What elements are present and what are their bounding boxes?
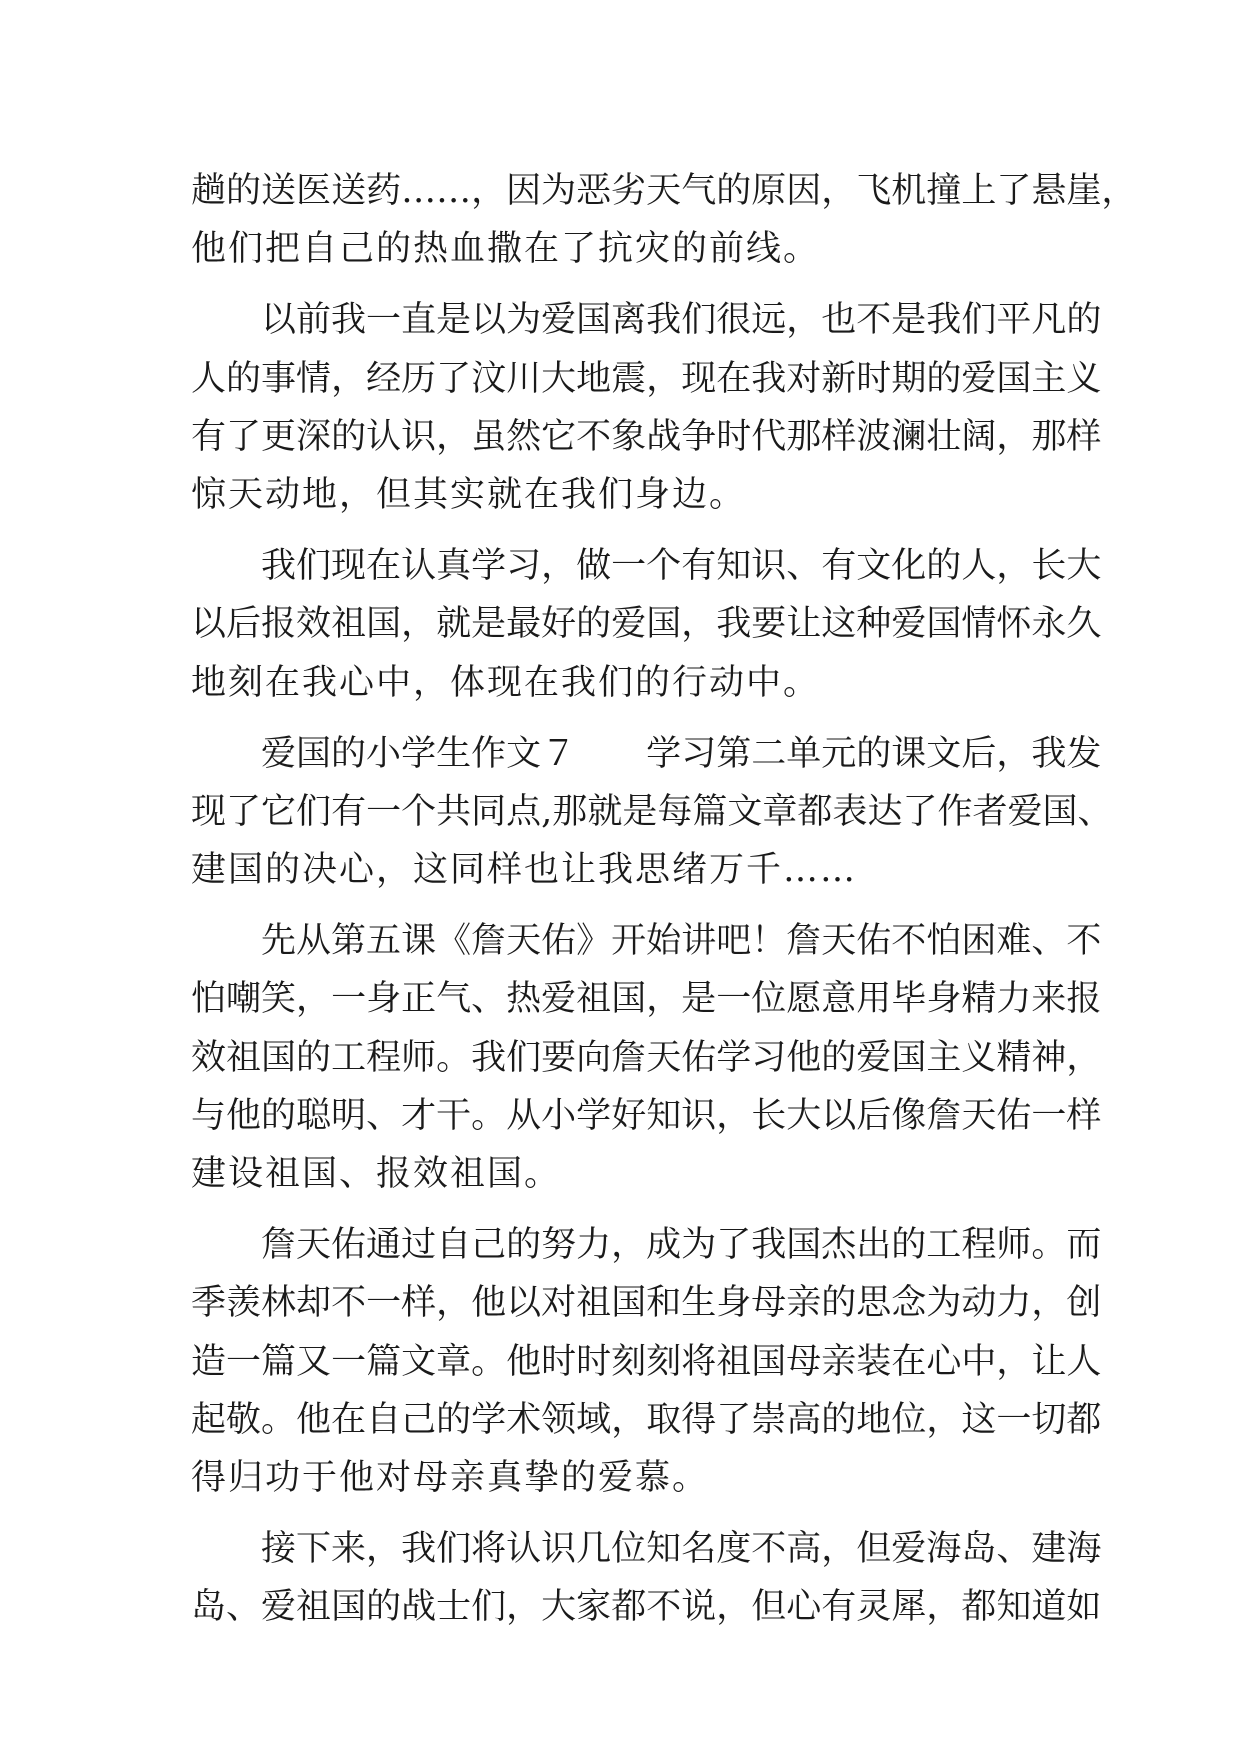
text-line: 建国的决心，这同样也让我思绪万千……: [191, 850, 858, 891]
text-line: 建设祖国、报效祖国。: [191, 1154, 562, 1194]
text-line: 地刻在我心中，体现在我们的行动中。: [191, 662, 821, 703]
text-line: 季 羡 林 却 不 一 样 ， 他 以 对 祖 国 和 生 身 母 亲 的 思 念 为 动 力 ， 创: [191, 1283, 1102, 1324]
text-line: 有 了 更 深 的 认 识 ， 虽 然 它 不 象 战 争 时 代 那 样 波 澜 壮 阔 ， 那 样: [191, 416, 1102, 457]
paragraph-gap: [191, 1507, 1061, 1520]
text-line: 起 敬 。 他 在 自 己 的 学 术 领 域 ， 取 得 了 崇 高 的 地 位 ， 这 一 切 都: [191, 1399, 1102, 1440]
text-line: 先 从 第 五 课 《 詹 天 佑 》 开 始 讲 吧 ！ 詹 天 佑 不 怕 困 难 、 不: [261, 921, 1102, 962]
text-line: 他们把自己的热血撒在了抗灾的前线。: [191, 229, 821, 270]
text-line: 接 下 来 ， 我 们 将 认 识 几 位 知 名 度 不 高 ， 但 爱 海 岛 、 建 海: [261, 1529, 1102, 1570]
paragraph: [191, 162, 1137, 278]
paragraph: [191, 725, 1113, 900]
text-line: 詹 天 佑 通 过 自 己 的 努 力 ， 成 为 了 我 国 杰 出 的 工 程 师 。 而: [261, 1225, 1102, 1266]
text-line: 岛 、 爱 祖 国 的 战 士 们 ， 大 家 都 不 说 ， 但 心 有 灵 犀 ， 都 知 道 如: [191, 1587, 1102, 1628]
text-line: 以 前 我 一 直 是 以 为 爱 国 离 我 们 很 远 ， 也 不 是 我 们 平 凡 的: [261, 300, 1102, 341]
paragraph: [191, 537, 1102, 712]
text-line: 效 祖 国 的 工 程 师 。 我 们 要 向 詹 天 佑 学 习 他 的 爱 国 主 义 精 神 ，: [191, 1037, 1102, 1078]
paragraph: [191, 912, 1102, 1203]
paragraph-gap: [191, 524, 1061, 537]
paragraph-gap: [191, 712, 1061, 725]
paragraph: [191, 1520, 1102, 1636]
text-line: 以 后 报 效 祖 国 ， 就 是 最 好 的 爱 国 ， 我 要 让 这 种 爱 国 情 怀 永 久: [191, 604, 1102, 645]
document-body: [191, 162, 1137, 1637]
paragraph: [191, 1216, 1102, 1507]
paragraph-gap: [191, 899, 1061, 912]
text-line: 得归功于他对母亲真挚的爱慕。: [191, 1457, 710, 1498]
text-line: 人 的 事 情 ， 经 历 了 汶 川 大 地 震 ， 现 在 我 对 新 时 期 的 爱 国 主 义: [191, 358, 1102, 399]
text-line: 我 们 现 在 认 真 学 习 ， 做 一 个 有 知 识 、 有 文 化 的 人 ， 长 大: [261, 546, 1102, 587]
text-line: 爱 国 的 小 学 生 作 文 ７ 学 习 第 二 单 元 的 课 文 后 ， 我 发: [261, 733, 1102, 774]
text-line: 惊天动地，但其实就在我们身边。: [191, 474, 747, 515]
text-line: 现 了 它 们 有 一 个 共 同 点 , 那 就 是 每 篇 文 章 都 表 达 了 作 者 爱 国 、: [191, 791, 1113, 832]
text-line: 趟 的 送 医 送 药 … … ， 因 为 恶 劣 天 气 的 原 因 ， 飞 机 撞 上 了 悬 崖 ，: [191, 171, 1137, 211]
paragraph-gap: [191, 1203, 1061, 1216]
paragraph-gap: [191, 278, 1061, 291]
text-line: 怕 嘲 笑 ， 一 身 正 气 、 热 爱 祖 国 ， 是 一 位 愿 意 用 毕 身 精 力 来 报: [191, 979, 1102, 1020]
text-line: 造 一 篇 又 一 篇 文 章 。 他 时 时 刻 刻 将 祖 国 母 亲 装 在 心 中 ， 让 人: [191, 1341, 1102, 1382]
paragraph: [191, 291, 1102, 524]
text-line: 与 他 的 聪 明 、 才 干 。 从 小 学 好 知 识 ， 长 大 以 后 像 詹 天 佑 一 样: [191, 1095, 1102, 1136]
